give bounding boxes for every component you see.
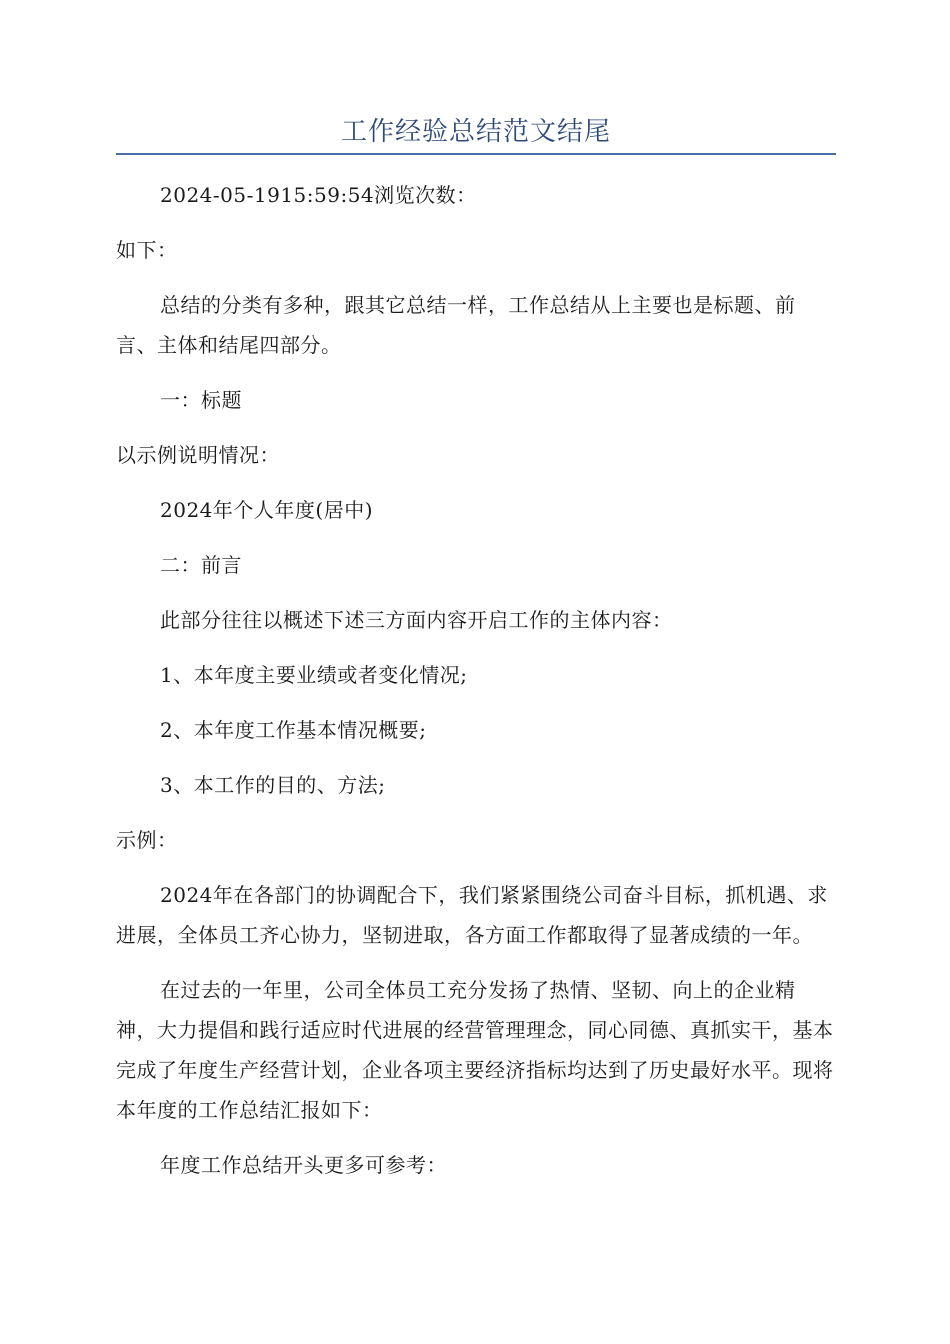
- document-page: [116, 0, 836, 1185]
- list-item: 1、本年度主要业绩或者变化情况;: [160, 663, 468, 687]
- document-title: 工作经验总结范文结尾: [340, 117, 611, 147]
- section-heading: 一：标题: [160, 388, 242, 412]
- paragraph: 年度工作总结开头更多可参考：: [160, 1153, 447, 1177]
- meta-line: 2024-05-1915:59:54浏览次数：: [160, 183, 477, 207]
- paragraph: 此部分往往以概述下述三方面内容开启工作的主体内容：: [160, 608, 673, 632]
- list-item: 3、本工作的目的、方法;: [160, 773, 386, 797]
- paragraph: 2024年在各部门的协调配合下，我们紧紧围绕公司奋斗目标，抓机遇、求进展，全体员工齐心协力，坚韧进取，各方面工作都取得了显著成绩的一年。: [116, 883, 828, 947]
- list-item: 2、本年度工作基本情况概要;: [160, 718, 427, 742]
- paragraph: 以示例说明情况：: [116, 443, 280, 467]
- paragraph: 2024年个人年度(居中): [160, 498, 374, 522]
- paragraph: 总结的分类有多种，跟其它总结一样，工作总结从上主要也是标题、前言、主体和结尾四部分。: [116, 293, 796, 357]
- section-heading: 二：前言: [160, 553, 242, 577]
- paragraph: 示例：: [116, 828, 178, 852]
- paragraph: 如下：: [116, 238, 178, 262]
- paragraph: 在过去的一年里，公司全体员工充分发扬了热情、坚韧、向上的企业精神，大力提倡和践行适应时代进展的经营管理理念，同心同德、真抓实干，基本完成了年度生产经营计划，企业各项主要经济指标均达到了历史最好水平。现将本年度的工作总结汇报如下：: [116, 978, 834, 1122]
